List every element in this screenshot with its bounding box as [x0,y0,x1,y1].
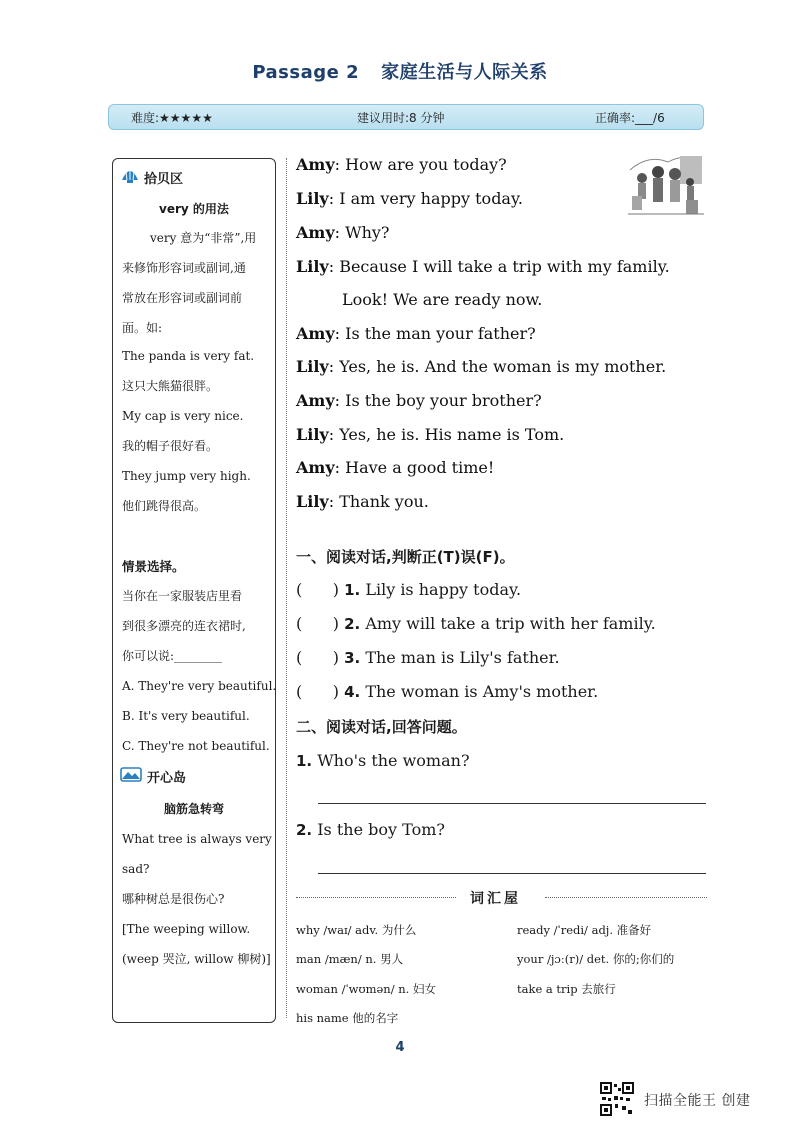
dialogue-line: Lily: Yes, he is. His name is Tom. [296,425,565,444]
scenario-prompt: 到很多漂亮的连衣裙时, [122,619,246,633]
scenario-option-b: B. It's very beautiful. [122,709,250,723]
tf-question: ( ) 4. The woman is Amy's mother. [296,682,599,701]
difficulty: 难度:★★★★★ [131,111,213,125]
vocab-item: ready /ˈredi/ adj. 准备好 [517,923,652,937]
dialogue-line-continued: Look! We are ready now. [342,290,543,309]
riddle-question: What tree is always very [122,832,272,846]
dialogue-line: Amy: Why? [296,223,390,242]
vocab-item: his name 他的名字 [296,1011,399,1025]
answer-question: 2. Is the boy Tom? [296,820,445,839]
vocab-item: your /jɔː(r)/ det. 你的;你们的 [517,952,675,966]
island-icon [120,766,142,782]
scenario-title: 情景选择。 [122,559,185,574]
topic-label: 家庭生活与人际关系 [381,62,548,83]
column-divider [286,158,287,1018]
example-zh: 他们跳得很高。 [122,499,207,513]
vocab-item: man /mæn/ n. 男人 [296,952,404,966]
dialogue-line: Amy: Is the boy your brother? [296,391,542,410]
example-en: My cap is very nice. [122,409,244,423]
passage-label: Passage 2 [252,62,360,83]
vocab-item: take a trip 去旅行 [517,982,616,996]
riddle-question: sad? [122,862,150,876]
scenario-prompt: 当你在一家服装店里看 [122,589,243,603]
riddle-heading: 脑筋急转弯 [163,802,224,816]
answer-line[interactable] [318,803,706,804]
page-title [0,58,800,84]
explanation-line: 面。如: [122,321,163,335]
dialogue-line: Lily: Because I will take a trip with my family. [296,257,670,276]
page-number: 4 [395,1040,405,1055]
vocab-divider-left [296,897,456,898]
accuracy: 正确率:___/6 [595,111,665,125]
vocab-title: 词汇屋 [470,891,521,907]
scanner-watermark: 扫描全能王 创建 [644,1093,751,1109]
riddle-answer: [The weeping willow. [122,922,251,936]
riddle-answer: (weep 哭泣, willow 柳树)] [122,952,271,966]
happy-island-title: 开心岛 [147,771,187,786]
vocab-divider-right [545,897,707,898]
scenario-option-a: A. They're very beautiful. [122,679,277,693]
dialogue-line: Lily: Thank you. [296,492,429,511]
example-zh: 我的帽子很好看。 [122,439,219,453]
scenario-option-c: C. They're not beautiful. [122,739,270,753]
answer-question: 1. Who's the woman? [296,751,470,770]
info-bar [108,104,704,130]
tf-question: ( ) 1. Lily is happy today. [296,580,522,599]
riddle-question-zh: 哪种树总是很伤心? [122,892,225,906]
explanation-line: very 意为“非常”,用 [150,231,257,245]
vocab-item: woman /ˈwʊmən/ n. 妇女 [296,982,436,996]
dialogue-line: Amy: Is the man your father? [296,324,536,343]
tf-question: ( ) 2. Amy will take a trip with her family. [296,614,656,633]
dialogue-line: Amy: How are you today? [296,155,507,174]
dialogue-line: Lily: I am very happy today. [296,189,523,208]
answer-line[interactable] [318,873,706,874]
vocab-item: why /waɪ/ adv. 为什么 [296,923,417,937]
section2-title: 二、阅读对话,回答问题。 [296,718,467,736]
example-en: They jump very high. [122,469,251,483]
suggested-time: 建议用时:8 分钟 [357,111,445,125]
dialogue-line: Amy: Have a good time! [296,458,495,477]
section1-title: 一、阅读对话,判断正(T)误(F)。 [296,548,515,566]
shell-section-title: 拾贝区 [144,172,184,187]
example-zh: 这只大熊猫很胖。 [122,379,219,393]
family-trip-illustration [628,152,704,224]
qr-code-icon [600,1082,634,1116]
example-en: The panda is very fat. [122,349,255,363]
dialogue-line: Lily: Yes, he is. And the woman is my mother. [296,357,667,376]
explanation-line: 常放在形容词或副词前 [122,291,243,305]
shell-icon [120,166,140,184]
explanation-line: 来修饰形容词或副词,通 [122,261,246,275]
very-usage-heading: very 的用法 [159,202,229,216]
tf-question: ( ) 3. The man is Lily's father. [296,648,560,667]
scenario-prompt: 你可以说:________ [122,649,223,663]
